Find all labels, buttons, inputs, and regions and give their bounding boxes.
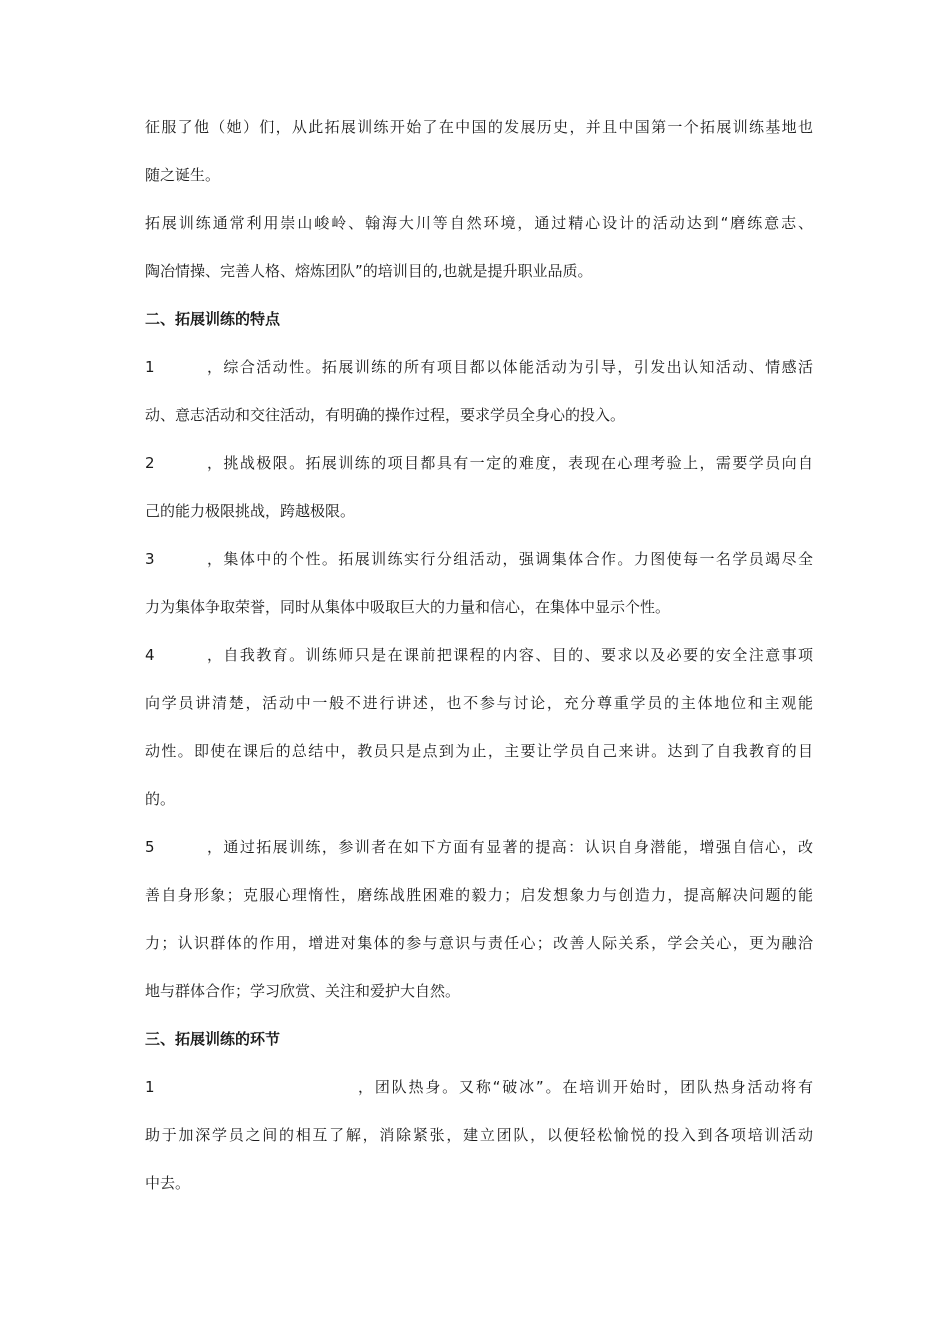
feature-item-3 — [145, 547, 813, 619]
item-text: 通过拓展训练，参训者在如下方面有显著的提高：认识自身潜能，增强自信心，改 — [222, 838, 813, 856]
text-line: 陶冶情操、完善人格、熔炼团队”的培训目的,也就是提升职业品质。 — [145, 262, 593, 280]
item-text: 集体中的个性。拓展训练实行分组活动，强调集体合作。力图使每一名学员竭尽全 — [222, 550, 813, 568]
text-line: 向学员讲清楚，活动中一般不进行讲述，也不参与讨论，充分尊重学员的主体地位和主观能 — [145, 694, 813, 712]
text-line — [145, 835, 813, 859]
text-line — [145, 643, 813, 667]
item-text: 挑战极限。拓展训练的项目都具有一定的难度，表现在心理考验上，需要学员向自 — [222, 454, 813, 472]
item-number: 4， — [145, 646, 222, 664]
item-number: 5， — [145, 838, 222, 856]
text-line: 地与群体合作；学习欣赏、关注和爱护大自然。 — [145, 982, 461, 1000]
item-number: 3， — [145, 550, 222, 568]
section-heading-features: 二、拓展训练的特点 — [145, 310, 281, 328]
text-line: 己的能力极限挑战，跨越极限。 — [145, 502, 356, 520]
text-line — [145, 451, 813, 475]
item-number: 1， — [145, 1078, 373, 1096]
intro-paragraph-2 — [145, 211, 813, 283]
text-line — [145, 355, 813, 379]
text-line: 善自身形象；克服心理惰性，磨练战胜困难的毅力；启发想象力与创造力，提高解决问题的能 — [145, 886, 813, 904]
text-line: 动、意志活动和交往活动，有明确的操作过程，要求学员全身心的投入。 — [145, 406, 626, 424]
item-number: 2， — [145, 454, 222, 472]
text-line: 中去。 — [145, 1174, 191, 1192]
feature-item-5 — [145, 835, 813, 1003]
stage-item-1 — [145, 1075, 813, 1195]
intro-paragraph-1 — [145, 115, 813, 187]
item-text: 团队热身。又称“破冰”。在培训开始时，团队热身活动将有 — [373, 1078, 813, 1096]
text-line: 拓展训练通常利用崇山峻岭、翰海大川等自然环境，通过精心设计的活动达到“磨练意志、 — [145, 214, 813, 232]
text-line — [145, 547, 813, 571]
item-text: 自我教育。训练师只是在课前把课程的内容、目的、要求以及必要的安全注意事项 — [222, 646, 813, 664]
text-line: 助于加深学员之间的相互了解，消除紧张，建立团队，以便轻松愉悦的投入到各项培训活动 — [145, 1126, 813, 1144]
section-heading-stages: 三、拓展训练的环节 — [145, 1030, 281, 1048]
text-line: 的。 — [145, 790, 176, 808]
text-line: 动性。即使在课后的总结中，教员只是点到为止，主要让学员自己来讲。达到了自我教育的目 — [145, 742, 813, 760]
feature-item-1 — [145, 355, 813, 427]
text-line: 力为集体争取荣誉，同时从集体中吸取巨大的力量和信心，在集体中显示个性。 — [145, 598, 671, 616]
item-number: 1， — [145, 358, 222, 376]
text-line: 征服了他（她）们，从此拓展训练开始了在中国的发展历史，并且中国第一个拓展训练基地也 — [145, 118, 813, 136]
item-text: 综合活动性。拓展训练的所有项目都以体能活动为引导，引发出认知活动、情感活 — [222, 358, 813, 376]
feature-item-4 — [145, 643, 813, 811]
text-line — [145, 1075, 813, 1099]
document-page — [145, 115, 813, 1219]
text-line: 随之诞生。 — [145, 166, 221, 184]
text-line: 力；认识群体的作用，增进对集体的参与意识与责任心；改善人际关系，学会关心，更为融洽 — [145, 934, 813, 952]
feature-item-2 — [145, 451, 813, 523]
